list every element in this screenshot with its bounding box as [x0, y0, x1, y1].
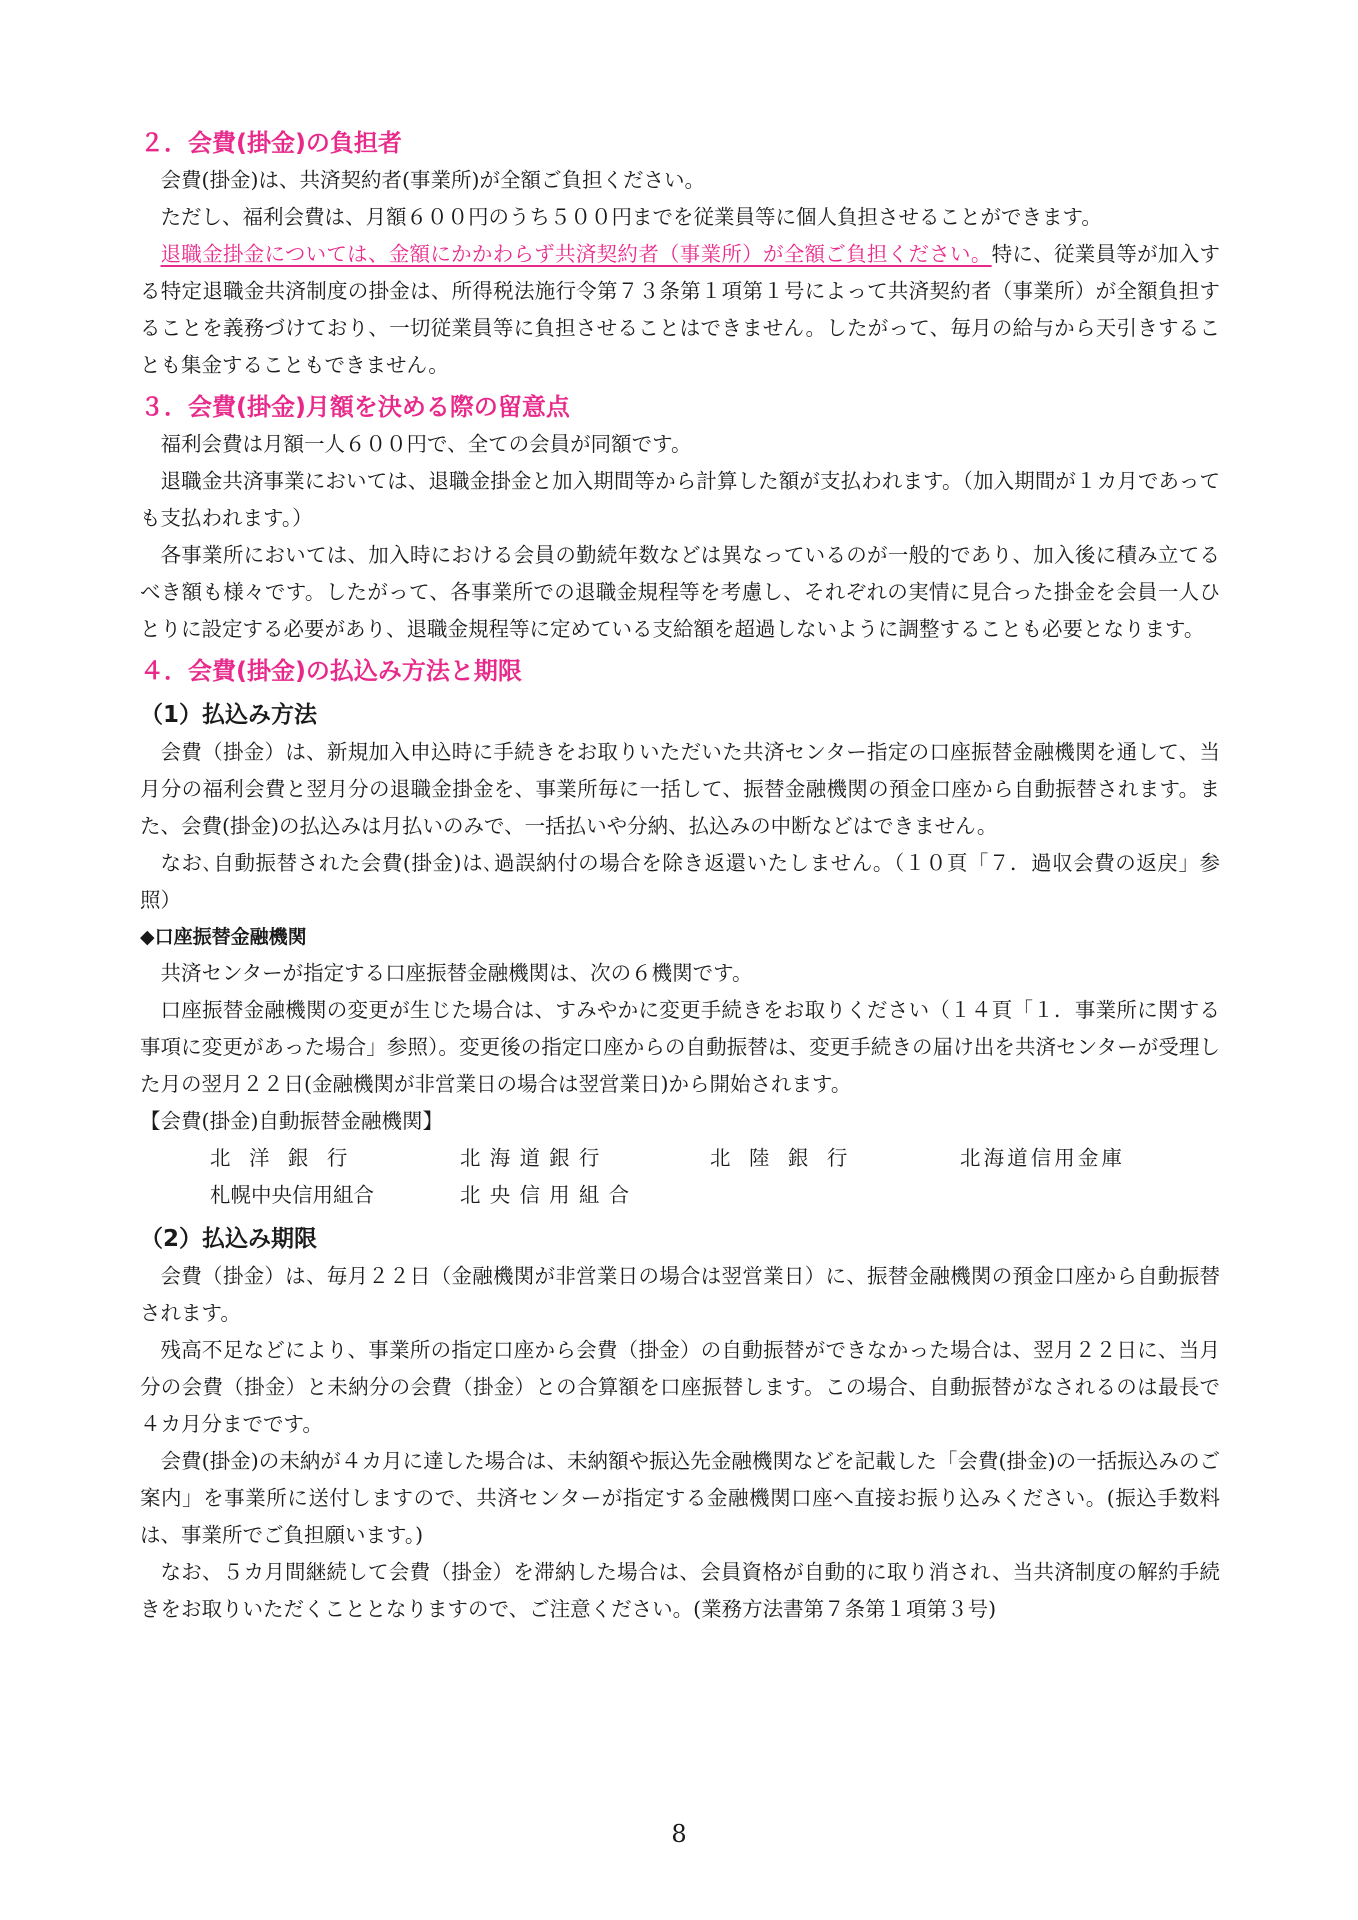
bank-name: 北陸銀行 — [710, 1146, 866, 1170]
bank-name: 北洋銀行 — [210, 1146, 366, 1170]
s2-highlighted-text: 退職金掛金については、金額にかかわらず共済契約者（事業所）が全額ご負担ください。 — [160, 242, 992, 266]
section-2-heading: ２．会費(掛金)の負担者 — [140, 129, 402, 157]
bank-name: 北海道信用金庫 — [960, 1146, 1126, 1170]
bank-row — [210, 1177, 1220, 1214]
s4-2-paragraph-2: 残高不足などにより、事業所の指定口座から会費（掛金）の自動振替ができなかった場合は、翌月２２日に、当月分の会費（掛金）と未納分の会費（掛金）との合算額を口座振替します。この場合、自動振替がなされるのは最長で４カ月分までです。 — [140, 1338, 1220, 1436]
bank-list-label: 【会費(掛金)自動振替金融機関】 — [140, 1109, 443, 1133]
s4-1-paragraph-1: 会費（掛金）は、新規加入申込時に手続きをお取りいただいた共済センター指定の口座振替金融機関を通して、当月分の福利会費と翌月分の退職金掛金を、事業所毎に一括して、振替金融機関の預金口座から自動振替されます。また、会費(掛金)の払込みは月払いのみで、一括払いや分納、払込みの中断などはできません。 — [140, 740, 1220, 838]
s3-paragraph-3: 各事業所においては、加入時における会員の勤続年数などは異なっているのが一般的であり、加入後に積み立てるべき額も様々です。したがって、各事業所での退職金規程等を考慮し、それぞれの実情に見合った掛金を会員一人ひとりに設定する必要があり、退職金規程等に定めている支給額を超過しないように調整することも必要となります。 — [140, 543, 1220, 641]
s2-paragraph-1: 会費(掛金)は、共済契約者(事業所)が全額ご負担ください。 — [160, 168, 705, 192]
subsection-2-heading: （2）払込み期限 — [140, 1226, 318, 1252]
subsection-1-heading: （1）払込み方法 — [140, 702, 318, 728]
s4-1-paragraph-2: なお､自動振替された会費(掛金)は､過誤納付の場合を除き返還いたしません｡（１０頁「７．過収会費の返戻」参照） — [140, 851, 1220, 912]
page-number: 8 — [671, 1820, 687, 1848]
bank-heading: ◆口座振替金融機関 — [140, 926, 307, 948]
bank-row — [210, 1140, 1220, 1177]
s4-2-paragraph-3: 会費(掛金)の未納が４カ月に達した場合は、未納額や振込先金融機関などを記載した「会費(掛金)の一括振込みのご案内」を事業所に送付しますので、共済センターが指定する金融機関口座へ直接お振り込みください。(振込手数料は、事業所でご負担願います。) — [140, 1449, 1220, 1547]
bank-name: 札幌中央信用組合 — [210, 1183, 374, 1207]
section-4-heading: ４．会費(掛金)の払込み方法と期限 — [140, 657, 522, 685]
s4-1-paragraph-4: 口座振替金融機関の変更が生じた場合は、すみやかに変更手続きをお取りください（１４頁「１．事業所に関する事項に変更があった場合」参照）。変更後の指定口座からの自動振替は、変更手続きの届け出を共済センターが受理した月の翌月２２日(金融機関が非営業日の場合は翌営業日)から開始されます。 — [140, 998, 1220, 1096]
s4-2-paragraph-1: 会費（掛金）は、毎月２２日（金融機関が非営業日の場合は翌営業日）に、振替金融機関の預金口座から自動振替されます。 — [140, 1264, 1220, 1325]
s2-paragraph-3-rest: 特に、従業員等が加入する特定退職金共済制度の掛金は、所得税法施行令第７３条第１項第１号によって共済契約者（事業所）が全額負担することを義務づけており、一切従業員等に負担させることはできません。したがって、毎月の給与から天引きすることも集金することもできません。 — [140, 242, 1221, 377]
s2-paragraph-3 — [140, 236, 1220, 384]
bank-name: 北央信用組合 — [460, 1183, 639, 1207]
s3-paragraph-2: 退職金共済事業においては、退職金掛金と加入期間等から計算した額が支払われます。（加入期間が１カ月であっても支払われます。） — [140, 469, 1220, 530]
s2-paragraph-2: ただし、福利会費は、月額６００円のうち５００円までを従業員等に個人負担させることができます。 — [160, 205, 1102, 229]
s4-1-paragraph-3: 共済センターが指定する口座振替金融機関は、次の６機関です。 — [160, 961, 753, 985]
s3-paragraph-1: 福利会費は月額一人６００円で、全ての会員が同額です。 — [160, 432, 692, 456]
bank-list — [140, 1140, 1220, 1214]
section-3-heading: ３．会費(掛金)月額を決める際の留意点 — [140, 393, 570, 421]
bank-name: 北海道銀行 — [460, 1146, 609, 1170]
s4-2-paragraph-4: なお、５カ月間継続して会費（掛金）を滞納した場合は、会員資格が自動的に取り消され、当共済制度の解約手続きをお取りいただくこととなりますので、ご注意ください。(業務方法書第７条第１項第３号) — [140, 1560, 1220, 1621]
